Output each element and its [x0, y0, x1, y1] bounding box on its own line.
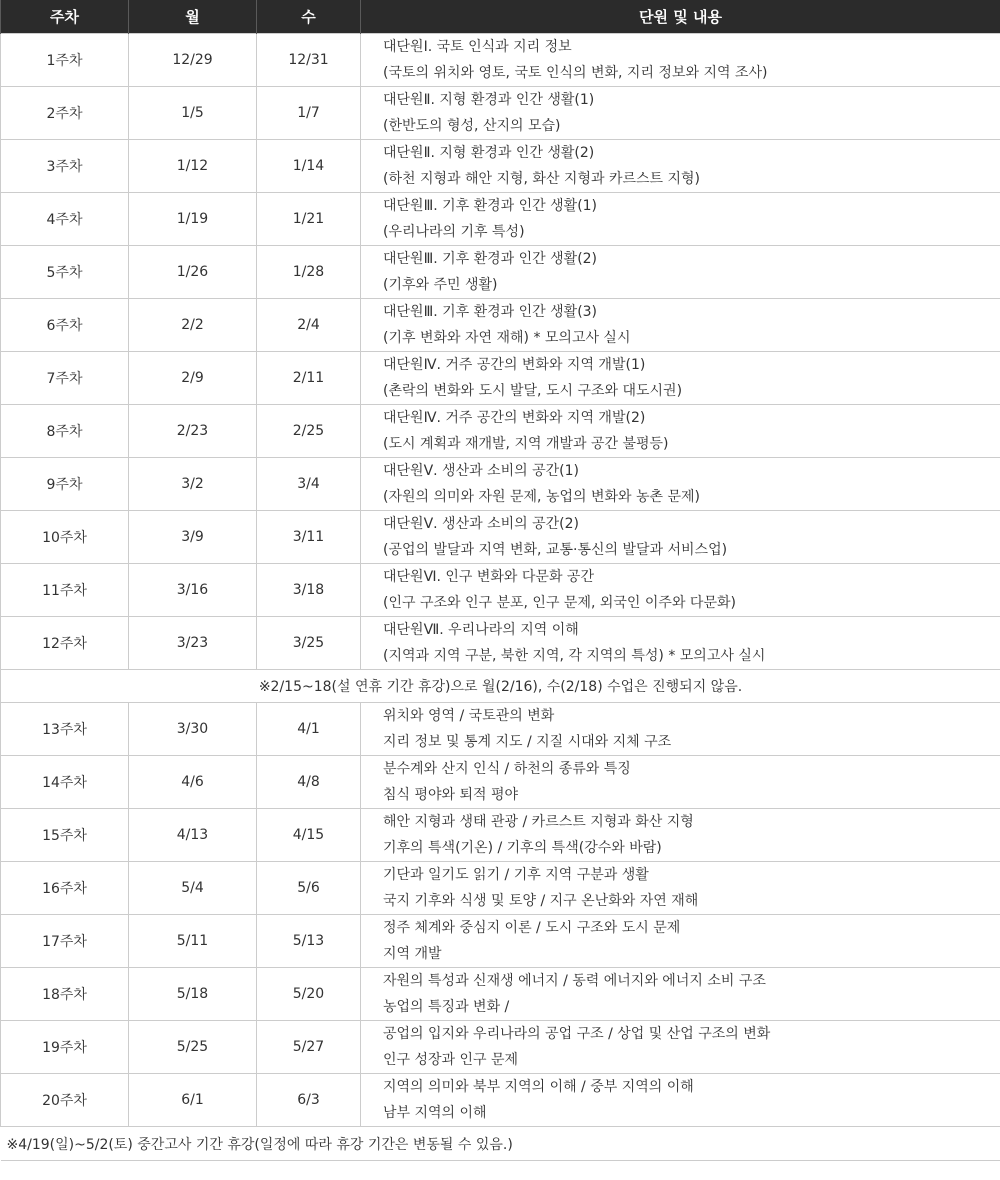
unit-content-cell — [361, 511, 1000, 564]
monday-date-cell: 5/25 — [129, 1021, 257, 1074]
holiday-note: ※2/15~18(설 연휴 기간 휴강)으로 월(2/16), 수(2/18) 수업은 진행되지 않음. — [1, 670, 1000, 703]
unit-title: 공업의 입지와 우리나라의 공업 구조 / 상업 및 산업 구조의 변화 — [383, 1026, 771, 1042]
table-row — [1, 703, 1000, 756]
unit-title: 기단과 일기도 읽기 / 기후 지역 구분과 생활 — [383, 867, 649, 883]
unit-content-cell — [361, 617, 1000, 670]
unit-title: 지역의 의미와 북부 지역의 이해 / 중부 지역의 이해 — [383, 1079, 694, 1095]
table-row — [1, 140, 1000, 193]
week-cell: 4주차 — [1, 193, 129, 246]
unit-title: 대단원Ⅵ. 인구 변화와 다문화 공간 — [383, 569, 594, 585]
unit-detail: (도시 계획과 재개발, 지역 개발과 공간 불평등) — [383, 436, 669, 452]
unit-detail: 남부 지역의 이해 — [383, 1105, 487, 1121]
wednesday-date-cell: 3/11 — [257, 511, 361, 564]
unit-detail: (인구 구조와 인구 분포, 인구 문제, 외국인 이주와 다문화) — [383, 595, 736, 611]
unit-title: 대단원Ⅲ. 기후 환경과 인간 생활(2) — [383, 251, 598, 267]
monday-date-cell: 2/2 — [129, 299, 257, 352]
schedule-body-first-half — [1, 34, 1000, 670]
monday-date-cell: 1/19 — [129, 193, 257, 246]
unit-content-cell — [361, 352, 1000, 405]
week-cell: 10주차 — [1, 511, 129, 564]
monday-date-cell: 1/12 — [129, 140, 257, 193]
unit-detail: 인구 성장과 인구 문제 — [383, 1052, 519, 1068]
wednesday-date-cell: 5/13 — [257, 915, 361, 968]
unit-title: 대단원Ⅴ. 생산과 소비의 공간(1) — [383, 463, 579, 479]
week-cell: 12주차 — [1, 617, 129, 670]
unit-detail: (우리나라의 기후 특성) — [383, 224, 525, 240]
unit-detail: 국지 기후와 식생 및 토양 / 지구 온난화와 자연 재해 — [383, 893, 699, 909]
unit-content-cell — [361, 299, 1000, 352]
unit-detail: (공업의 발달과 지역 변화, 교통·통신의 발달과 서비스업) — [383, 542, 728, 558]
wednesday-date-cell: 2/11 — [257, 352, 361, 405]
header-unit-content: 단원 및 내용 — [361, 0, 1000, 34]
unit-title: 대단원Ⅲ. 기후 환경과 인간 생활(1) — [383, 198, 598, 214]
week-cell: 11주차 — [1, 564, 129, 617]
week-cell: 6주차 — [1, 299, 129, 352]
unit-content-cell — [361, 968, 1000, 1021]
monday-date-cell: 5/4 — [129, 862, 257, 915]
week-cell: 5주차 — [1, 246, 129, 299]
unit-content-cell — [361, 809, 1000, 862]
wednesday-date-cell: 4/1 — [257, 703, 361, 756]
wednesday-date-cell: 1/28 — [257, 246, 361, 299]
monday-date-cell: 2/23 — [129, 405, 257, 458]
monday-date-cell: 3/2 — [129, 458, 257, 511]
table-row — [1, 756, 1000, 809]
table-row — [1, 299, 1000, 352]
week-cell: 19주차 — [1, 1021, 129, 1074]
header-week: 주차 — [1, 0, 129, 34]
table-row — [1, 458, 1000, 511]
midterm-note: ※4/19(일)~5/2(토) 중간고사 기간 휴강(일정에 따라 휴강 기간은 변동될 수 있음.) — [1, 1127, 1000, 1161]
unit-title: 대단원Ⅲ. 기후 환경과 인간 생활(3) — [383, 304, 598, 320]
wednesday-date-cell: 5/6 — [257, 862, 361, 915]
footer-note-row — [1, 1127, 1000, 1161]
monday-date-cell: 5/11 — [129, 915, 257, 968]
week-cell: 15주차 — [1, 809, 129, 862]
table-row — [1, 617, 1000, 670]
unit-content-cell — [361, 405, 1000, 458]
table-row — [1, 809, 1000, 862]
wednesday-date-cell: 6/3 — [257, 1074, 361, 1127]
mid-note-section — [1, 670, 1000, 703]
unit-content-cell — [361, 140, 1000, 193]
unit-title: 대단원Ⅰ. 국토 인식과 지리 정보 — [383, 39, 572, 55]
unit-content-cell — [361, 862, 1000, 915]
unit-title: 대단원Ⅴ. 생산과 소비의 공간(2) — [383, 516, 579, 532]
monday-date-cell: 3/16 — [129, 564, 257, 617]
wednesday-date-cell: 1/14 — [257, 140, 361, 193]
week-cell: 8주차 — [1, 405, 129, 458]
table-row — [1, 193, 1000, 246]
wednesday-date-cell: 12/31 — [257, 34, 361, 87]
week-cell: 14주차 — [1, 756, 129, 809]
table-row — [1, 915, 1000, 968]
unit-detail: 농업의 특징과 변화 / — [383, 999, 510, 1015]
table-row — [1, 1021, 1000, 1074]
unit-content-cell — [361, 756, 1000, 809]
unit-detail: 침식 평야와 퇴적 평야 — [383, 787, 519, 803]
monday-date-cell: 3/9 — [129, 511, 257, 564]
week-cell: 16주차 — [1, 862, 129, 915]
schedule-body-second-half — [1, 703, 1000, 1127]
unit-title: 자원의 특성과 신재생 에너지 / 동력 에너지와 에너지 소비 구조 — [383, 973, 766, 989]
monday-date-cell: 4/13 — [129, 809, 257, 862]
unit-title: 분수계와 산지 인식 / 하천의 종류와 특징 — [383, 761, 631, 777]
table-row — [1, 564, 1000, 617]
unit-detail: (자원의 의미와 자원 문제, 농업의 변화와 농촌 문제) — [383, 489, 701, 505]
week-cell: 18주차 — [1, 968, 129, 1021]
monday-date-cell: 4/6 — [129, 756, 257, 809]
unit-content-cell — [361, 246, 1000, 299]
monday-date-cell: 1/26 — [129, 246, 257, 299]
table-header-row — [1, 0, 1000, 34]
unit-detail: (지역과 지역 구분, 북한 지역, 각 지역의 특성) * 모의고사 실시 — [383, 648, 766, 664]
monday-date-cell: 2/9 — [129, 352, 257, 405]
unit-title: 대단원Ⅳ. 거주 공간의 변화와 지역 개발(2) — [383, 410, 646, 426]
unit-content-cell — [361, 1074, 1000, 1127]
wednesday-date-cell: 1/21 — [257, 193, 361, 246]
unit-detail: 지리 정보 및 통계 지도 / 지질 시대와 지체 구조 — [383, 734, 672, 750]
wednesday-date-cell: 4/8 — [257, 756, 361, 809]
table-row — [1, 352, 1000, 405]
wednesday-date-cell: 3/4 — [257, 458, 361, 511]
table-row — [1, 511, 1000, 564]
wednesday-date-cell: 2/4 — [257, 299, 361, 352]
table-row — [1, 862, 1000, 915]
table-row — [1, 1074, 1000, 1127]
header-monday: 월 — [129, 0, 257, 34]
unit-content-cell — [361, 87, 1000, 140]
wednesday-date-cell: 5/27 — [257, 1021, 361, 1074]
wednesday-date-cell: 2/25 — [257, 405, 361, 458]
unit-title: 위치와 영역 / 국토관의 변화 — [383, 708, 555, 724]
week-cell: 20주차 — [1, 1074, 129, 1127]
unit-detail: (기후와 주민 생활) — [383, 277, 498, 293]
unit-content-cell — [361, 915, 1000, 968]
unit-title: 대단원Ⅱ. 지형 환경과 인간 생활(1) — [383, 92, 595, 108]
week-cell: 2주차 — [1, 87, 129, 140]
table-row — [1, 34, 1000, 87]
unit-content-cell — [361, 34, 1000, 87]
table-row — [1, 87, 1000, 140]
unit-content-cell — [361, 564, 1000, 617]
week-cell: 17주차 — [1, 915, 129, 968]
mid-note-row — [1, 670, 1000, 703]
week-cell: 7주차 — [1, 352, 129, 405]
unit-title: 대단원Ⅱ. 지형 환경과 인간 생활(2) — [383, 145, 595, 161]
monday-date-cell: 5/18 — [129, 968, 257, 1021]
footer-section — [1, 1127, 1000, 1161]
wednesday-date-cell: 5/20 — [257, 968, 361, 1021]
week-cell: 1주차 — [1, 34, 129, 87]
monday-date-cell: 6/1 — [129, 1074, 257, 1127]
monday-date-cell: 1/5 — [129, 87, 257, 140]
table-row — [1, 968, 1000, 1021]
week-cell: 3주차 — [1, 140, 129, 193]
week-cell: 13주차 — [1, 703, 129, 756]
wednesday-date-cell: 1/7 — [257, 87, 361, 140]
wednesday-date-cell: 4/15 — [257, 809, 361, 862]
monday-date-cell: 3/30 — [129, 703, 257, 756]
monday-date-cell: 12/29 — [129, 34, 257, 87]
unit-detail: (촌락의 변화와 도시 발달, 도시 구조와 대도시권) — [383, 383, 683, 399]
header-wednesday: 수 — [257, 0, 361, 34]
wednesday-date-cell: 3/18 — [257, 564, 361, 617]
week-cell: 9주차 — [1, 458, 129, 511]
unit-detail: (한반도의 형성, 산지의 모습) — [383, 118, 561, 134]
monday-date-cell: 3/23 — [129, 617, 257, 670]
unit-title: 대단원Ⅳ. 거주 공간의 변화와 지역 개발(1) — [383, 357, 646, 373]
unit-detail: 지역 개발 — [383, 946, 442, 962]
unit-content-cell — [361, 703, 1000, 756]
unit-detail: (하천 지형과 해안 지형, 화산 지형과 카르스트 지형) — [383, 171, 701, 187]
unit-detail: 기후의 특색(기온) / 기후의 특색(강수와 바람) — [383, 840, 662, 856]
wednesday-date-cell: 3/25 — [257, 617, 361, 670]
unit-content-cell — [361, 458, 1000, 511]
unit-title: 정주 체계와 중심지 이론 / 도시 구조와 도시 문제 — [383, 920, 681, 936]
unit-title: 대단원Ⅶ. 우리나라의 지역 이해 — [383, 622, 579, 638]
table-row — [1, 246, 1000, 299]
unit-detail: (국토의 위치와 영토, 국토 인식의 변화, 지리 정보와 지역 조사) — [383, 65, 768, 81]
unit-title: 해안 지형과 생태 관광 / 카르스트 지형과 화산 지형 — [383, 814, 694, 830]
unit-content-cell — [361, 193, 1000, 246]
unit-detail: (기후 변화와 자연 재해) * 모의고사 실시 — [383, 330, 631, 346]
unit-content-cell — [361, 1021, 1000, 1074]
table-row — [1, 405, 1000, 458]
